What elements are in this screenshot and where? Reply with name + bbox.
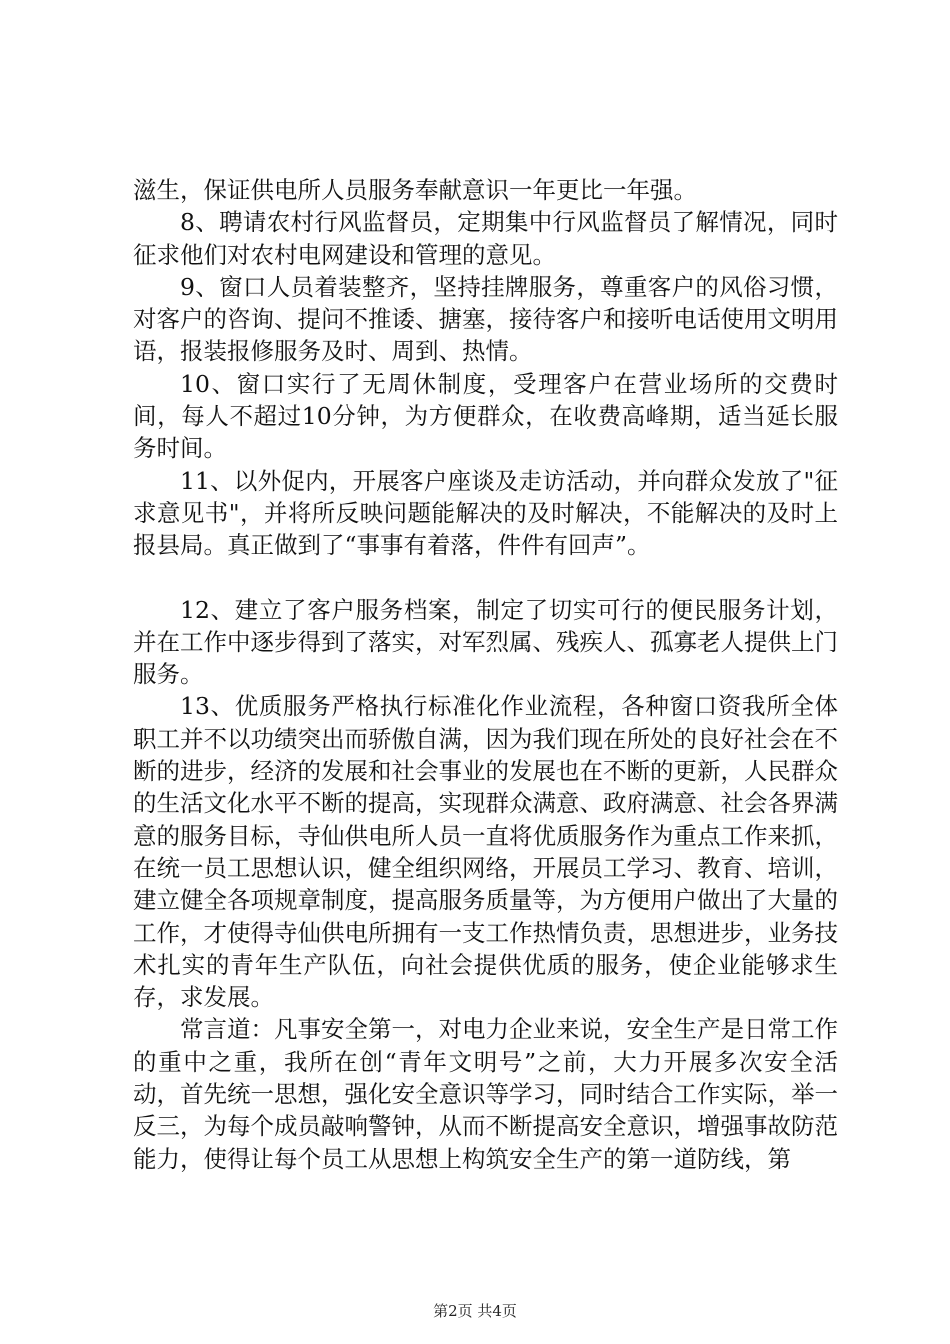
document-body (133, 174, 838, 1175)
paragraph-item-12: 12、建立了客户服务档案，制定了切实可行的便民服务计划，并在工作中逐步得到了落实，对军烈属、残疾人、孤寡老人提供上门服务。 (133, 595, 838, 689)
paragraph-item-8: 8、聘请农村行风监督员，定期集中行风监督员了解情况，同时征求他们对农村电网建设和管理的意见。 (133, 208, 838, 269)
page-footer: 第2页 共4页 (433, 1302, 517, 1320)
paragraph-item-9: 9、窗口人员着装整齐，坚持挂牌服务，尊重客户的风俗习惯，对客户的咨询、提问不推诿、搪塞，接待客户和接听电话使用文明用语，报装报修服务及时、周到、热情。 (133, 272, 838, 366)
paragraph-safety: 常言道：凡事安全第一，对电力企业来说，安全生产是日常工作的重中之重，我所在创“青年文明号”之前，大力开展多次安全活动，首先统一思想，强化安全意识等学习，同时结合工作实际，举一反三，为每个成员敲响警钟，从而不断提高安全意识，增强事故防范能力，使得让每个员工从思想上构筑安全生产的第一道防线，第 (133, 1015, 838, 1173)
paragraph-item-10: 10、窗口实行了无周休制度，受理客户在营业场所的交费时间，每人不超过10分钟，为方便群众，在收费高峰期，适当延长服务时间。 (133, 369, 838, 463)
paragraph-item-11: 11、以外促内，开展客户座谈及走访活动，并向群众发放了"征求意见书"，并将所反映问题能解决的及时解决，不能解决的及时上报县局。真正做到了“事事有着落，件件有回声”。 (133, 466, 838, 560)
paragraph-item-13: 13、优质服务严格执行标准化作业流程，各种窗口资我所全体职工并不以功绩突出而骄傲自满，因为我们现在所处的良好社会在不断的进步，经济的发展和社会事业的发展也在不断的更新，人民群众的生活文化水平不断的提高，实现群众满意、政府满意、社会各界满意的服务目标，寺仙供电所人员一直将优质服务作为重点工作来抓，在统一员工思想认识，健全组织网络，开展员工学习、教育、培训，建立健全各项规章制度，提高服务质量等，为方便用户做出了大量的工作，才使得寺仙供电所拥有一支工作热情负责，思想进步，业务技术扎实的青年生产队伍，向社会提供优质的服务，使企业能够求生存，求发展。 (133, 692, 838, 1012)
paragraph-continuation: 滋生，保证供电所人员服务奉献意识一年更比一年强。 (133, 176, 697, 204)
